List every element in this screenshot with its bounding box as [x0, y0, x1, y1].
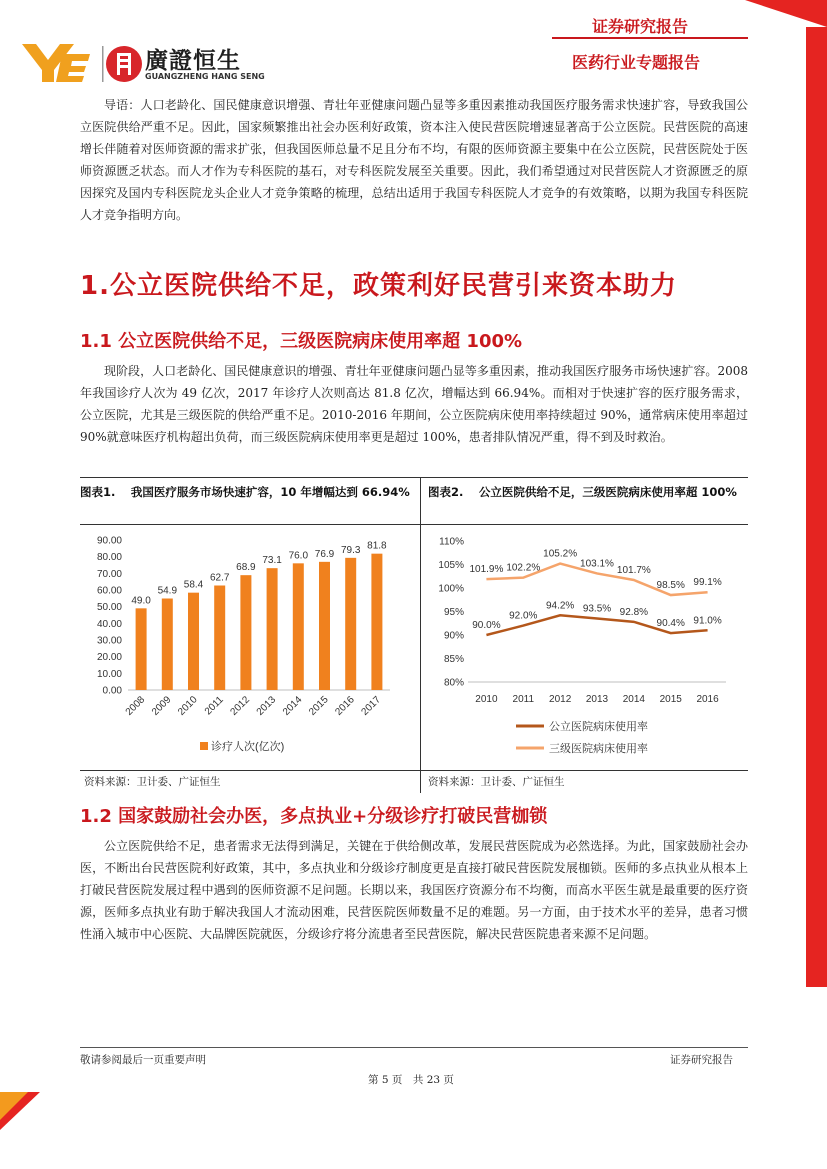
corner-decoration	[745, 0, 827, 27]
bar	[162, 599, 173, 691]
x-tick-label: 2013	[585, 694, 609, 705]
bar-value-label: 81.8	[367, 540, 387, 552]
bar	[293, 563, 304, 690]
figure-2-caption: 图表2. 公立医院供给不足，三级医院病床使用率超 100%	[428, 485, 737, 499]
data-label: 92.8%	[619, 606, 649, 618]
figure-source-rule	[80, 770, 748, 771]
x-tick-label: 2016	[333, 694, 357, 718]
y-tick-label: 80.00	[96, 552, 122, 564]
bar	[267, 568, 278, 690]
x-tick-label: 2017	[359, 694, 384, 718]
footer-page-number: 第 5 页 共 23 页	[368, 1074, 454, 1086]
logo-name-en: GUANGZHENG HANG SENG	[145, 72, 265, 81]
y-tick-label: 105%	[438, 560, 464, 571]
intro-paragraph: 导语：人口老龄化、国民健康意识增强、青壮年亚健康问题凸显等多重因素推动我国医疗服务需求快速扩容，导致我国公立医院供给严重不足。因此，国家频繁推出社会办医利好政策，资本注入使民营医院增速显著高于公立医院。民营医院的高速增长伴随着对医师资源的需求扩张，但我国医师总量不足且分布不均，有限的医师资源主要集中在公立医院，民营医院处于医师资源匮乏状态。而人才作为专科医院的基石，对专科医院发展至关重要。因此，我们希望通过对民营医院人才资源匮乏的原因探究及国内专科医院龙头企业人才竞争策略的梳理，总结出适用于我国专科医院人才竞争的有效策略，以期为我国专科医院人才竞争指明方向。	[80, 98, 748, 222]
bar-value-label: 76.9	[314, 548, 335, 560]
logo-mark	[22, 40, 144, 86]
data-label: 91.0%	[693, 615, 722, 627]
bar-value-label: 62.7	[209, 572, 230, 584]
bar	[319, 562, 330, 690]
bar	[240, 575, 251, 690]
bar	[188, 593, 199, 690]
bar-value-label: 79.3	[340, 544, 361, 556]
x-tick-label: 2016	[696, 694, 719, 705]
bar-value-label: 76.0	[288, 550, 309, 562]
y-tick-label: 95%	[443, 607, 464, 618]
side-accent-bar	[806, 27, 827, 987]
y-tick-label: 50.00	[96, 602, 122, 614]
data-label: 102.2%	[506, 562, 541, 574]
x-tick-label: 2008	[123, 694, 148, 718]
corner-decoration-bottom-inner	[0, 1092, 28, 1120]
data-label: 93.5%	[582, 603, 612, 615]
x-tick-label: 2010	[475, 694, 498, 705]
legend-swatch	[200, 742, 208, 750]
y-tick-label: 90.00	[96, 535, 122, 547]
bar	[136, 608, 147, 690]
x-tick-label: 2014	[280, 694, 305, 718]
x-tick-label: 2015	[659, 694, 682, 705]
header-report-topic: 医药行业专题报告	[572, 53, 701, 72]
x-tick-label: 2010	[176, 694, 200, 718]
x-tick-label: 2011	[512, 694, 535, 705]
legend-label: 公立医院病床使用率	[549, 721, 648, 733]
chart-visits-bar	[80, 526, 416, 768]
x-tick-label: 2012	[549, 694, 572, 705]
bar-value-label: 54.9	[157, 585, 178, 597]
data-label: 92.0%	[509, 610, 538, 622]
legend-label: 三级医院病床使用率	[549, 743, 648, 755]
x-tick-label: 2013	[254, 694, 279, 718]
header-divider	[552, 37, 748, 39]
x-tick-label: 2011	[202, 694, 226, 718]
bar	[214, 586, 225, 691]
y-tick-label: 100%	[438, 583, 464, 595]
data-label: 90.0%	[472, 620, 501, 631]
x-tick-label: 2009	[149, 694, 174, 718]
footer-disclaimer: 敬请参阅最后一页重要声明	[80, 1054, 206, 1066]
chart-bed-usage-line	[424, 526, 748, 768]
data-label: 98.5%	[656, 580, 685, 592]
data-label: 94.2%	[545, 600, 575, 612]
logo-name-cn: 廣證恒生	[145, 48, 241, 74]
bar-value-label: 58.4	[183, 579, 204, 591]
data-label: 101.9%	[469, 564, 504, 576]
footer-report-type: 证券研究报告	[670, 1054, 733, 1066]
data-label: 105.2%	[543, 548, 578, 560]
bar-value-label: 73.1	[262, 555, 282, 567]
section-1-1-body: 现阶段，人口老龄化、国民健康意识的增强、青壮年亚健康问题凸显等多重因素，推动我国医疗服务市场快速扩容。2008 年我国诊疗人次为 49 亿次，2017 年诊疗人次则高达 81.8 亿次，增幅达到 66.94%。而相对于快速扩容的医疗服务需求，公立医院，尤其是三级医院的供给严重不足。2010-2016 年期间，公立医院病床使用率持续超过 90%，通常病床使用率超过 90%就意味医疗机构超出负荷，而三级医院病床使用率更是超过 100%，患者排队情况严重，得不到及时救治。	[80, 364, 748, 444]
data-label: 101.7%	[616, 565, 651, 577]
figure-2-source: 资料来源：卫计委、广证恒生	[428, 776, 565, 788]
header-report-type: 证券研究报告	[592, 17, 689, 36]
x-tick-label: 2015	[307, 694, 331, 718]
x-tick-label: 2014	[622, 694, 645, 705]
figure-1-caption: 图表1. 我国医疗服务市场快速扩容，10 年增幅达到 66.94%	[80, 485, 410, 499]
section-1-1-title: 1.1 公立医院供给不足，三级医院病床使用率超 100%	[80, 331, 523, 352]
y-tick-label: 70.00	[96, 568, 122, 580]
y-tick-label: 0.00	[102, 685, 122, 697]
y-tick-label: 85%	[443, 654, 464, 665]
y-tick-label: 20.00	[96, 652, 122, 664]
bar-value-label: 68.9	[236, 562, 256, 574]
logo-divider	[102, 46, 104, 82]
data-label: 90.4%	[656, 618, 685, 630]
y-tick-label: 10.00	[96, 668, 122, 680]
figure-1-source: 资料来源：卫计委、广证恒生	[84, 776, 221, 788]
legend-label: 诊疗人次(亿次)	[211, 741, 285, 753]
bar	[345, 558, 356, 690]
bar-value-label: 49.0	[131, 595, 151, 607]
footer-rule	[80, 1047, 748, 1048]
y-tick-label: 110%	[439, 536, 464, 548]
bar	[371, 554, 382, 690]
y-tick-label: 30.00	[96, 635, 122, 647]
section-1-title: 1.公立医院供给不足，政策利好民营引来资本助力	[80, 271, 677, 301]
x-tick-label: 2012	[228, 694, 253, 718]
y-tick-label: 80%	[443, 677, 464, 689]
y-tick-label: 40.00	[96, 618, 122, 630]
data-label: 99.1%	[693, 577, 722, 589]
figure-caption-rule	[80, 524, 748, 525]
y-tick-label: 90%	[443, 630, 464, 642]
section-1-2-title: 1.2 国家鼓励社会办医，多点执业+分级诊疗打破民营枷锁	[80, 806, 548, 827]
figure-top-rule	[80, 477, 748, 478]
data-label: 103.1%	[580, 558, 614, 570]
section-1-2-body: 公立医院供给不足，患者需求无法得到满足，关键在于供给侧改革，发展民营医院成为必然选择。为此，国家鼓励社会办医，不断出台民营医院利好政策，其中，多点执业和分级诊疗制度更是直接打破民营医院发展枷锁。医师的多点执业从根本上打破民营医院发展过程中遇到的医师资源不足问题。长期以来，我国医疗资源分布不均衡，而高水平医生就是最重要的医疗资源，医师多点执业有助于解决我国人才流动困难，民营医院医师数量不足的难题。另一方面，由于技术水平的差异，患者习惯性涌入城市中心医院、大品牌医院就医，分级诊疗将分流患者至民营医院，解决民营医院患者来源不足问题。	[80, 839, 748, 941]
y-tick-label: 60.00	[96, 585, 122, 597]
